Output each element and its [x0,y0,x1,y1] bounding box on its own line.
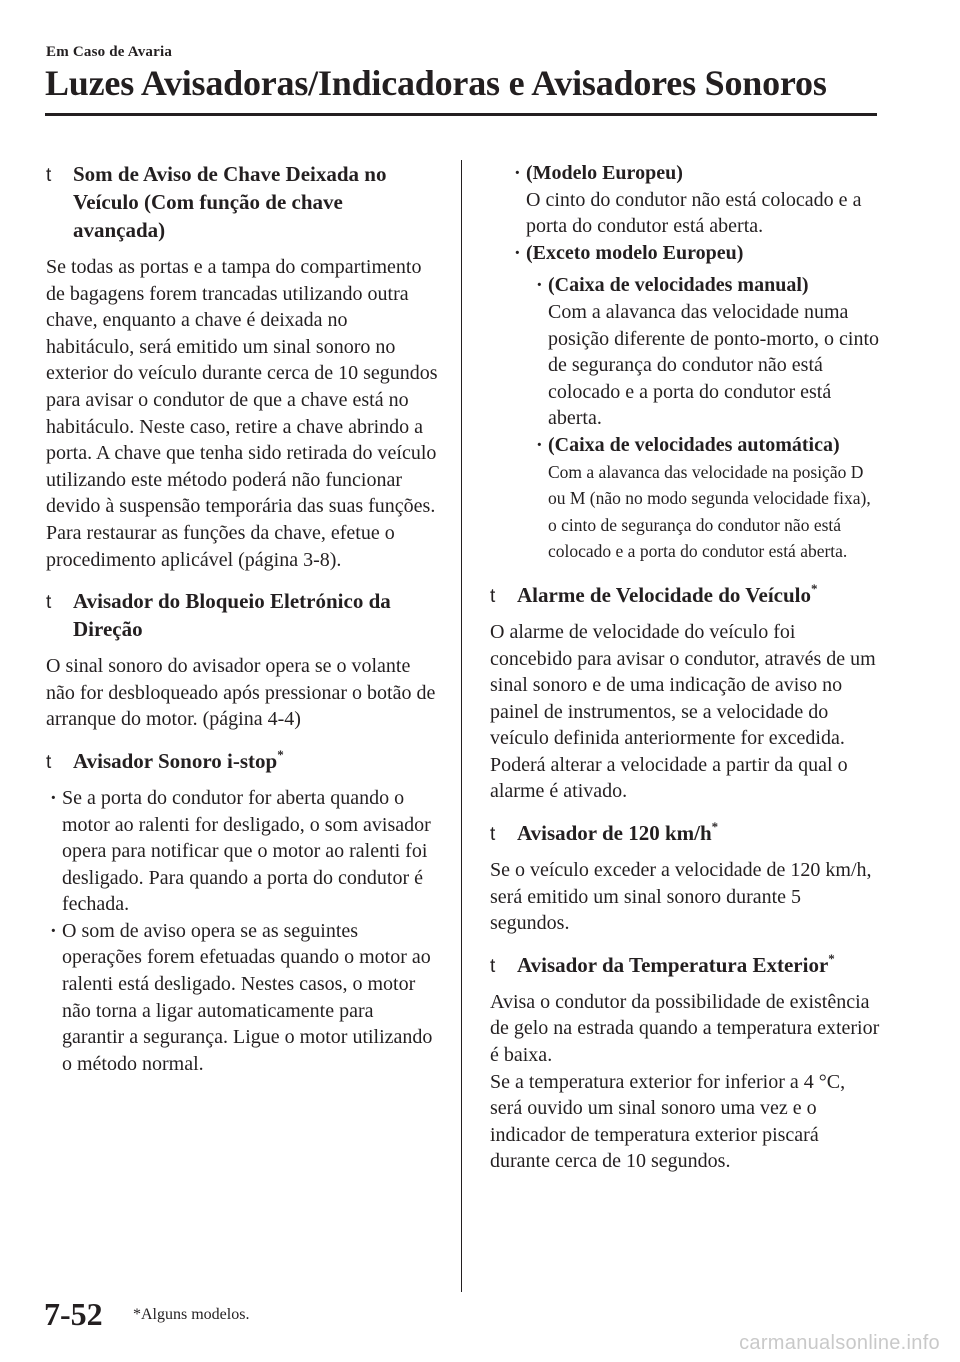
heading-text: Avisador de 120 km/h [517,821,712,846]
section-heading-120kmh [490,819,880,847]
column-divider [461,160,462,1292]
page-title: Luzes Avisadoras/Indicadoras e Avisadores Sonoros [45,63,827,103]
heading-text: Avisador Sonoro i-stop [73,748,278,773]
paragraph: Se todas as portas e a tampa do compartimento de bagagens forem trancadas utilizando outra chave, enquanto a chave é deixada no habitáculo, será emitido um sinal sonoro no exterior do veículo durante cerca de 10 segundos para avisar o condutor de que a chave está no habitáculo. Neste caso, retire a chave abrindo a porta. A chave que tenha sido retirada do veículo utilizando este método poderá não funcionar devido à suspensão temporária das suas funções. Para restaurar as funções da chave, efetue o procedimento aplicável (página 3-8). [46,256,438,571]
section-marker-icon: t [46,751,52,773]
footnote-star: * [828,950,835,966]
bullet-item [46,785,438,918]
heading-text: Avisador do Bloqueio Eletrónico da Direção [73,589,391,642]
section-marker-icon: t [46,165,52,186]
section-heading-steering-lock [46,587,438,643]
bullet-item-non-eu [510,240,880,267]
bullet-icon: · [50,786,57,809]
section-heading-speed-alarm [490,581,880,609]
footnote: *Alguns modelos. [133,1306,250,1323]
section-heading-istop [46,747,438,775]
header-rule [45,113,877,116]
bullet-label: (Exceto modelo Europeu) [526,241,744,264]
bullet-text: Com a alavanca das velocidade na posição D ou M (não no modo segunda velocidade fixa), o cinto de segurança do condutor não está colocado e a porta do condutor está aberta. [548,461,871,562]
paragraph: Poderá alterar a velocidade a partir da qual o alarme é ativado. [490,753,848,803]
bullet-icon: · [536,274,543,297]
footnote-star: * [811,580,818,596]
watermark: carmanualsonline.info [739,1332,940,1354]
bullet-label: (Modelo Europeu) [526,162,683,184]
page-number: 7-52 [44,1296,103,1332]
right-column [490,160,880,1175]
bullet-icon: · [514,162,521,184]
paragraph: O alarme de velocidade do veículo foi concebido para avisar o condutor, através de um sinal sonoro e de uma indicação de aviso no painel de instrumentos, se a velocidade do veículo definida anteriormente for excedida. [490,620,876,750]
section-label: Em Caso de Avaria [46,44,173,60]
heading-text: Avisador da Temperatura Exterior [517,952,829,977]
bullet-text: Se a porta do condutor for aberta quando o motor ao ralenti for desligado, o som avisador opera para notificar que o motor ao ralenti foi desligado. Para quando a porta do condutor é fechada. [62,786,431,916]
section-heading-outside-temp [490,951,880,979]
paragraph: Avisa o condutor da possibilidade de existência de gelo na estrada quando a temperatura exterior é baixa. [490,990,880,1067]
bullet-item-eu [510,160,880,240]
heading-text: Som de Aviso de Chave Deixada no Veículo (Com função de chave avançada) [73,162,387,242]
bullet-item-manual [532,272,880,432]
bullet-icon: · [514,241,521,264]
section-marker-icon: t [46,592,52,614]
bullet-icon: · [50,919,57,942]
paragraph: Se a temperatura exterior for inferior a 4 °C, será ouvido um sinal sonoro uma vez e o indicador de temperatura exterior piscará durante cerca de 10 segundos. [490,1070,846,1173]
bullet-text: Com a alavanca das velocidade numa posição diferente de ponto-morto, o cinto de segurança do condutor não está colocado e a porta do condutor está aberta. [548,300,880,430]
bullet-label: (Caixa de velocidades manual) [548,274,809,297]
bullet-icon: · [536,433,543,456]
paragraph: Se o veículo exceder a velocidade de 120 km/h, será emitido um sinal sonoro durante 5 segundos. [490,859,872,935]
section-heading-key-left [46,160,438,244]
bullet-item-auto [532,432,880,565]
footnote-star: * [711,819,719,835]
bullet-item [46,918,438,1078]
footnote-star: * [277,746,284,762]
heading-text: Alarme de Velocidade do Veículo [517,582,812,607]
bullet-text: O som de aviso opera se as seguintes operações forem efetuadas quando o motor ao ralenti está desligado. Nestes casos, o motor não torna a ligar automaticamente para garantir a segurança. Ligue o motor utilizando o método normal. [62,919,433,1075]
bullet-label: (Caixa de velocidades automática) [548,433,840,456]
left-column [46,160,438,1077]
paragraph: O sinal sonoro do avisador opera se o volante não for desbloqueado após pressionar o botão de arranque do motor. (página 4-4) [46,655,436,731]
section-marker-icon: t [490,955,496,977]
bullet-text: O cinto do condutor não está colocado e a porta do condutor está aberta. [526,188,862,238]
section-marker-icon: t [490,824,496,846]
section-marker-icon: t [490,585,496,607]
